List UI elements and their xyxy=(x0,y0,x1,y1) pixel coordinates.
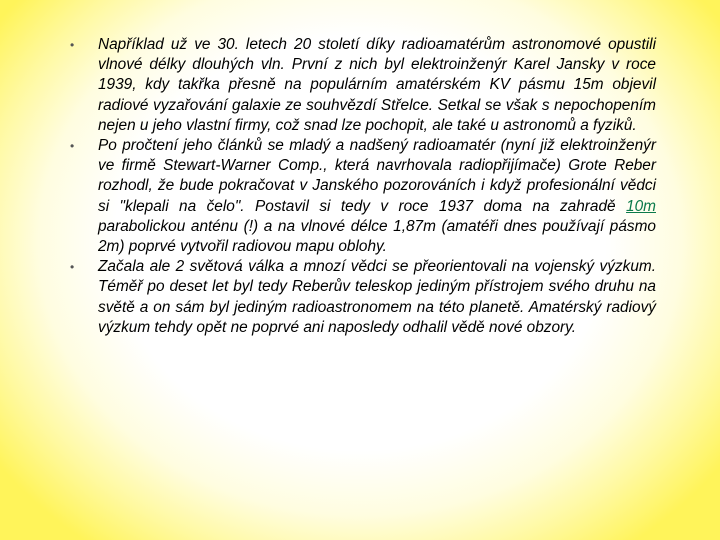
bullet-text-after-link: parabolickou anténu (!) a na vlnové délce 1,87m (amatéři dnes používají pásmo 2m) poprvé vytvořil radiovou mapu oblohy. xyxy=(98,217,656,256)
bullet-icon: • xyxy=(70,139,75,154)
bullet-item-war xyxy=(70,257,656,338)
bullet-item-reber xyxy=(70,136,656,257)
bullet-text: Začala ale 2 světová válka a mnozí vědci se přeorientovali na vojenský výzkum. Téměř po deset let byl tedy Reberův teleskop jediným přístrojem svého druhu na světě a on sám byl jediným radioastronomem na této planetě. Amatérský radiový výzkum tehdy opět ne poprvé ani naposledy odhalil vědě nové obzory. xyxy=(98,258,656,336)
bullet-list xyxy=(70,35,656,338)
bullet-icon: • xyxy=(70,38,75,52)
bullet-text: Například už ve 30. letech 20 století díky radioamatérům astronomové opustili vlnové délky dlouhých vln. První z nich byl elektroinženýr Karel Jansky v roce 1939, kdy takřka přesně na populárním amatérském KV pásmu 15m objevil radiové vyzařování galaxie ze souhvězdí Střelce. Setkal se však s nepochopením nejen u jeho vlastní firmy, což snad lze pochopit, ale také u astronomů a fyziků. xyxy=(98,36,656,134)
bullet-item-jansky xyxy=(70,35,656,136)
antenna-size-link[interactable]: 10m xyxy=(626,197,656,215)
bullet-icon: • xyxy=(70,260,75,275)
bullet-text-before-link: Po pročtení jeho článků se mladý a nadšený radioamatér (nyní již elektroinženýr ve firmě Stewart-Warner Comp., která navrhovala radiopřijímače) Grote Reber rozhodl, že bude pokračovat v Janského pozorováních i když profesionální vědci si "klepali na čelo". Postavil si tedy v roce 1937 doma na zahradě xyxy=(98,137,656,215)
